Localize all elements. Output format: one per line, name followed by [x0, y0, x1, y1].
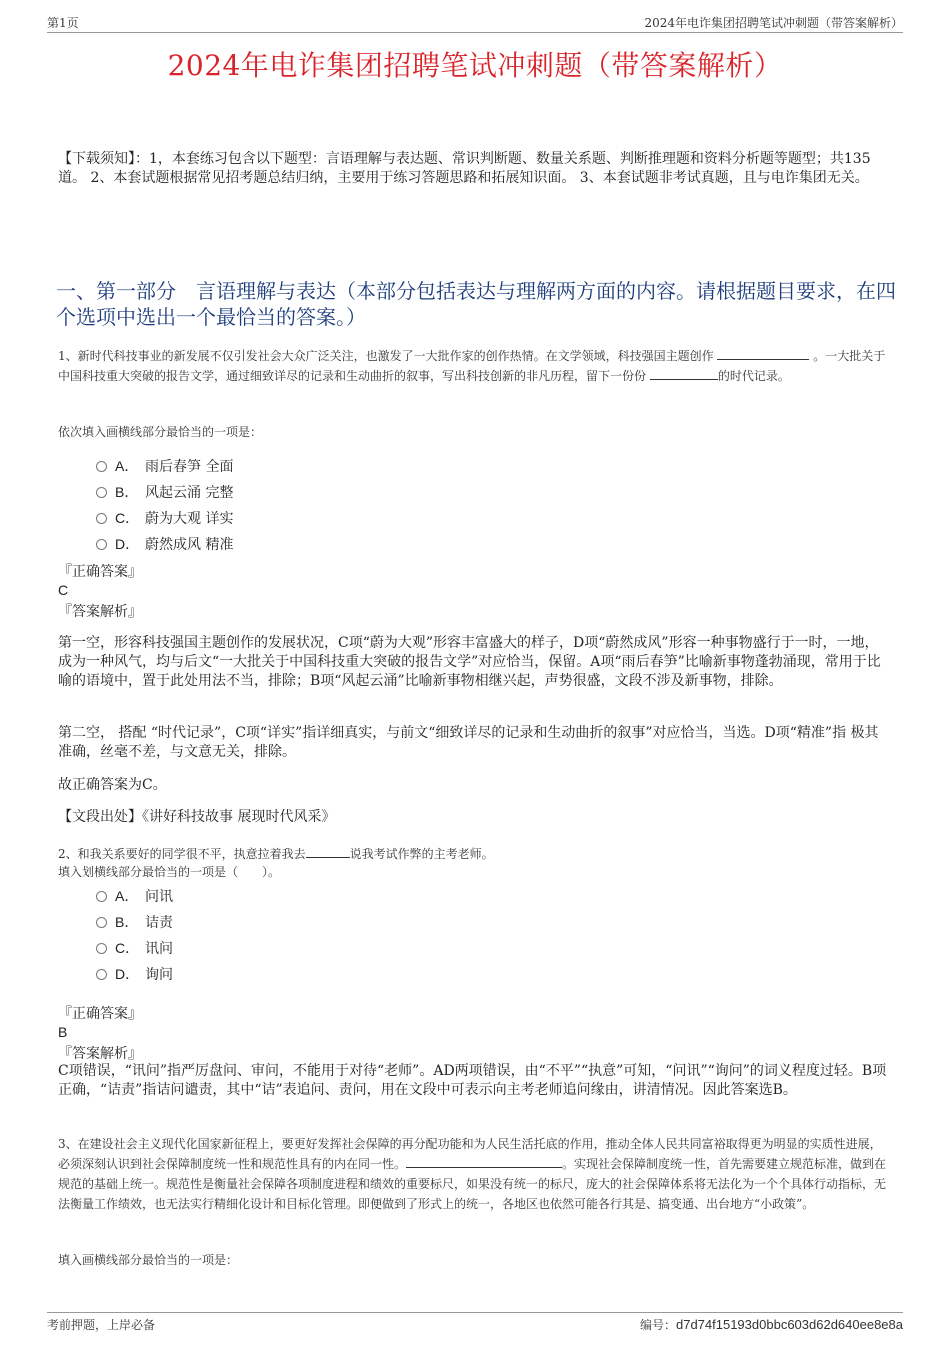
footer-doc-code — [640, 1316, 903, 1333]
radio-icon[interactable] — [96, 917, 107, 928]
q2-option-c[interactable] — [96, 938, 173, 958]
radio-icon[interactable] — [96, 513, 107, 524]
q2-option-d[interactable] — [96, 964, 173, 984]
q1-option-a[interactable] — [96, 456, 233, 476]
q2-stem-part-b: 说我考试作弊的主考老师。 — [349, 847, 494, 861]
q1-stem-part-a: 1、新时代科技事业的新发展不仅引发社会大众广泛关注，也激发了一大批作家的创作热情。在文学领域，科技强国主题创作 — [58, 349, 714, 363]
q1-blank-2 — [650, 367, 718, 380]
option-text: 风起云涌 完整 — [145, 485, 234, 501]
q2-stem-part-a: 2、和我关系要好的同学很不平，执意拉着我去 — [58, 847, 306, 861]
q3-stem-part-b: 。实现社会保障制度统一性，首先需要建立规范标准，做到在规范的基础上统一。规范性是衡量社会保障各项制度进程和绩效的重要标尺，如果没有统一的标尺，庞大的社会保障体系将无法化为一个个具体行动指标，无法衡量工作绩效，也无法实行精细化设计和目标化管理。即便做到了形式上的统一，各地区也依然可能各行其是、搞变通、出台地方“小政策”。 — [58, 1157, 887, 1211]
page-footer — [47, 1312, 903, 1333]
option-key: D． — [115, 536, 140, 552]
q2-answer-label: 『正确答案』 — [58, 1006, 142, 1022]
q1-stem-part-b: 。一大批关于中国科技重大突破的报告文学，通过细致详尽的记录和生动曲折的叙事，写出科技创新的非凡历程，留下一份份 — [58, 349, 886, 383]
option-key: A． — [115, 458, 139, 474]
q2-analysis-label: 『答案解析』 — [58, 1046, 142, 1062]
q1-analysis-conclusion: 故正确答案为C。 — [58, 777, 167, 793]
option-key: B． — [115, 484, 139, 500]
q1-analysis-paragraph-1: 第一空，形容科技强国主题创作的发展状况，C项“蔚为大观”形容丰富盛大的样子，D项“蔚然成风”形容一种事物盛行于一时，一地，成为一种风气，均与后文“一大批关于中国科技重大突破的报告文学”对应恰当，保留。A项“雨后春笋”比喻新事物蓬勃涌现，常用于比喻的语境中，置于此处用法不当，排除；B项“风起云涌”比喻新事物相继兴起，声势很盛，文段不涉及新事物，排除。 — [58, 635, 881, 689]
q1-stem-part-c: 的时代记录。 — [717, 369, 790, 383]
q1-source: 【文段出处】《讲好科技故事 展现时代风采》 — [58, 809, 336, 825]
option-key: B． — [115, 914, 139, 930]
option-text: 蔚然成风 精准 — [145, 537, 234, 553]
option-text: 蔚为大观 详实 — [145, 511, 234, 527]
q3-stem-part-a: 3、在建设社会主义现代化国家新征程上，要更好发挥社会保障的再分配功能和为人民生活托底的作用，推动全体人民共同富裕取得更为明显的实质性进展，必须深刻认识到社会保障制度统一性和规范性具有的内在同一性。 — [58, 1137, 882, 1171]
footer-slogan: 考前押题，上岸必备 — [47, 1318, 156, 1332]
header-doc-title: 2024年电诈集团招聘笔试冲刺题（带答案解析） — [644, 16, 903, 30]
radio-icon[interactable] — [96, 943, 107, 954]
download-notice: 【下载须知】：1，本套练习包含以下题型：言语理解与表达题、常识判断题、数量关系题、判断推理题和资料分析题等题型；共135道。 2、本套试题根据常见招考题总结归纳，主要用于练习答题思路和拓展知识面。 3、本套试题非考试真题，且与电诈集团无关。 — [58, 151, 871, 186]
q1-prompt: 依次填入画横线部分最恰当的一项是： — [58, 425, 263, 439]
option-key: A． — [115, 888, 139, 904]
option-text: 询问 — [145, 967, 173, 983]
q2-blank — [306, 845, 350, 858]
q1-blank-1 — [717, 347, 809, 360]
q2-answer: B — [58, 1024, 68, 1040]
section-title: 一、第一部分 言语理解与表达（本部分包括表达与理解两方面的内容。请根据题目要求，在四个选项中选出一个最恰当的答案。） — [56, 279, 896, 329]
option-key: D． — [115, 966, 140, 982]
q3-stem — [58, 1134, 890, 1214]
q1-option-d[interactable] — [96, 534, 233, 554]
q1-analysis-label: 『答案解析』 — [58, 604, 142, 620]
option-text: 雨后春笋 全面 — [145, 459, 234, 475]
q1-answer-label: 『正确答案』 — [58, 564, 142, 580]
page-header — [47, 14, 903, 33]
radio-icon[interactable] — [96, 969, 107, 980]
option-key: C． — [115, 940, 140, 956]
q2-option-a[interactable] — [96, 886, 173, 906]
q3-blank — [406, 1155, 562, 1168]
option-text: 诘责 — [145, 915, 173, 931]
q1-option-c[interactable] — [96, 508, 233, 528]
option-text: 讯问 — [145, 941, 173, 957]
footer-code-value: d7d74f15193d0bbc603d62d640ee8e8a — [675, 1317, 903, 1332]
q2-prompt: 填入划横线部分最恰当的一项是（ ）。 — [58, 865, 281, 879]
footer-code-label: 编号： — [639, 1318, 676, 1332]
radio-icon[interactable] — [96, 891, 107, 902]
radio-icon[interactable] — [96, 487, 107, 498]
q2-stem — [58, 844, 890, 864]
radio-icon[interactable] — [96, 539, 107, 550]
q1-analysis-paragraph-2: 第二空， 搭配 “时代记录”，C项“详实”指详细真实，与前文“细致详尽的记录和生动曲折的叙事”对应恰当，当选。D项“精准”指 极其准确，丝毫不差，与文意无关，排除。 — [58, 725, 879, 760]
q1-option-b[interactable] — [96, 482, 233, 502]
q1-answer: C — [58, 582, 69, 598]
q2-analysis: C项错误，“讯问”指严厉盘问、审问，不能用于对待“老师”。AD两项错误，由“不平”“执意”可知，“问讯”“询问”的词义程度过轻。B项正确，“诘责”指诘问谴责，其中“诘”表追问、责问，用在文段中可表示向主考老师追问缘由，讲清情况。因此答案选B。 — [58, 1063, 887, 1098]
q2-option-b[interactable] — [96, 912, 173, 932]
option-key: C． — [115, 510, 140, 526]
document-title: 2024年电诈集团招聘笔试冲刺题（带答案解析） — [167, 49, 783, 82]
q1-stem — [58, 346, 890, 386]
radio-icon[interactable] — [96, 461, 107, 472]
option-text: 问讯 — [145, 889, 173, 905]
q3-prompt: 填入画横线部分最恰当的一项是： — [58, 1253, 239, 1267]
page-number: 第1页 — [47, 16, 79, 30]
